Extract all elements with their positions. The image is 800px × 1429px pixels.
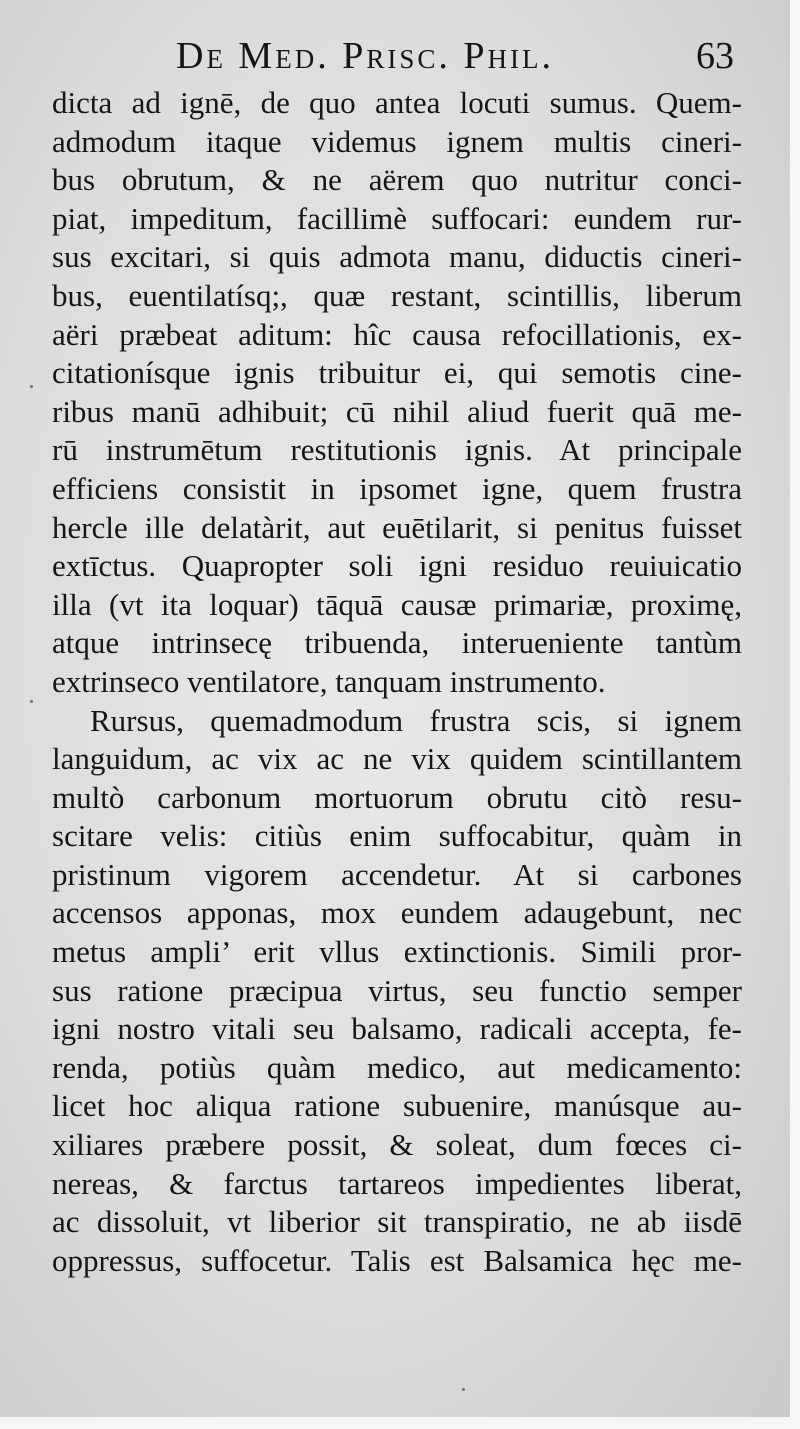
text-line: rū instrumētum restitutionis ignis. At principale bbox=[52, 432, 742, 468]
text-line: bus, euentilatísq;, quæ restant, scintillis, liberum bbox=[52, 277, 742, 313]
running-title: De Med. Prisc. Phil. bbox=[176, 35, 554, 77]
text-line: nereas, & farctus tartareos impedientes liberat, bbox=[52, 1165, 742, 1201]
page-header bbox=[0, 24, 790, 84]
page-number: 63 bbox=[696, 35, 734, 77]
text-line: extīctus. Quapropter soli igni residuo reuiuicatio bbox=[52, 548, 742, 584]
text-line: languidum, ac vix ac ne vix quidem scintillantem bbox=[52, 741, 742, 777]
text-line: atque intrinsecę tribuenda, interueniente tantùm bbox=[52, 625, 742, 661]
text-line: pristinum vigorem accendetur. At si carbones bbox=[52, 856, 742, 892]
text-line: accensos apponas, mox eundem adaugebunt, nec bbox=[52, 895, 742, 931]
text-line: igni nostro vitali seu balsamo, radicali accepta, fe- bbox=[52, 1011, 742, 1047]
text-line: piat, impeditum, facillimè suffocari: eundem rur- bbox=[52, 200, 742, 236]
text-line: oppressus, suffocetur. Talis est Balsamica hęc me- bbox=[52, 1242, 742, 1278]
paragraph-first-line: Rursus, quemadmodum frustra scis, si ignem bbox=[90, 702, 742, 738]
text-line: licet hoc aliqua ratione subuenire, manúsque au- bbox=[52, 1088, 742, 1124]
text-line: admodum itaque videmus ignem multis cineri- bbox=[52, 123, 742, 159]
ink-speck bbox=[30, 700, 33, 703]
text-line: citationísque ignis tribuitur ei, qui semotis cine- bbox=[52, 355, 742, 391]
text-line: aëri præbeat aditum: hîc causa refocillationis, ex- bbox=[52, 316, 742, 352]
text-line: scitare velis: citiùs enim suffocabitur, quàm in bbox=[52, 818, 742, 854]
text-line: multò carbonum mortuorum obrutu citò resu- bbox=[52, 779, 742, 815]
text-line: efficiens consistit in ipsomet igne, quem frustra bbox=[52, 470, 742, 506]
text-line: xiliares præbere possit, & soleat, dum fœces ci- bbox=[52, 1127, 742, 1163]
body-text bbox=[52, 84, 742, 1280]
text-line: hercle ille delatàrit, aut euētilarit, si penitus fuisset bbox=[52, 509, 742, 545]
ink-speck bbox=[462, 1388, 465, 1391]
text-line: illa (vt ita loquar) tāquā causæ primariæ, proximę, bbox=[52, 586, 742, 622]
text-line: sus ratione præcipua virtus, seu functio semper bbox=[52, 972, 742, 1008]
text-line: extrinseco ventilatore, tanquam instrumento. bbox=[52, 663, 606, 699]
text-line: bus obrutum, & ne aërem quo nutritur conci- bbox=[52, 162, 742, 198]
text-line: ribus manū adhibuit; cū nihil aliud fuerit quā me- bbox=[52, 393, 742, 429]
text-line: renda, potiùs quàm medico, aut medicamento: bbox=[52, 1049, 742, 1085]
text-line: ac dissoluit, vt liberior sit transpiratio, ne ab iisdē bbox=[52, 1204, 742, 1240]
text-line: metus ampli’ erit vllus extinctionis. Simili pror- bbox=[52, 934, 742, 970]
text-line: dicta ad ignē, de quo antea locuti sumus. Quem- bbox=[52, 85, 742, 120]
ink-speck bbox=[30, 385, 33, 388]
text-line: sus excitari, si quis admota manu, diductis cineri- bbox=[52, 239, 742, 275]
